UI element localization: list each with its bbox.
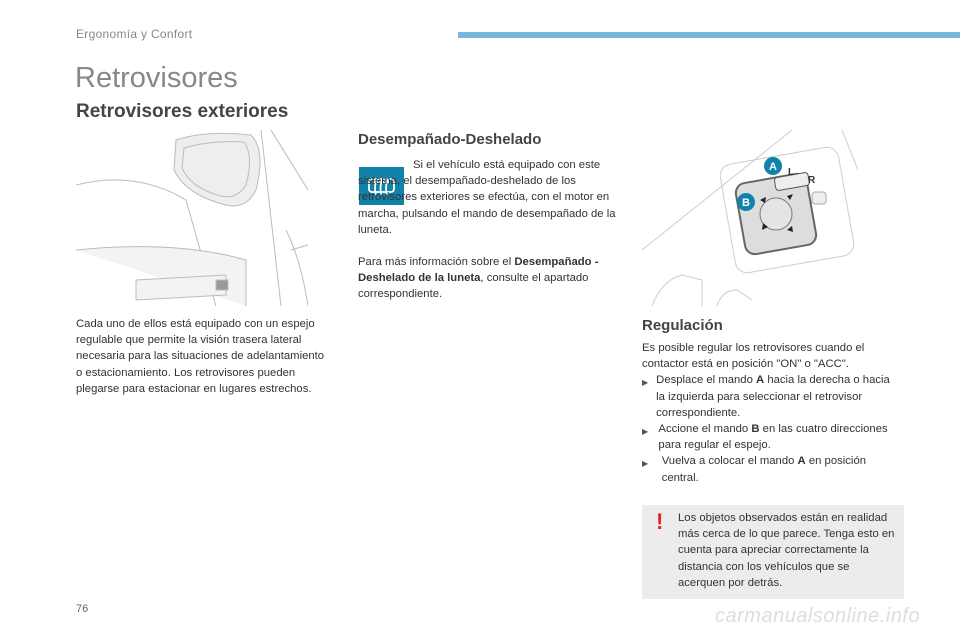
regulation-intro: Es posible regular los retrovisores cuando el contactor está en posición "ON" o "ACC". — [642, 342, 865, 371]
ref-pre: Para más información sobre el — [358, 256, 515, 268]
regulation-body — [642, 340, 900, 486]
page-title: Retrovisores — [75, 62, 238, 94]
defrost-description: Si el vehículo está equipado con este sistema, el desempañado-deshelado de los retrovisores exteriores se efectúa, con el motor en marcha, pulsando el mando de desempañado de la luneta. — [358, 159, 616, 236]
label-l: L — [788, 167, 795, 178]
mirror-control-illustration — [642, 130, 858, 306]
section-title: Ergonomía y Confort — [76, 27, 193, 41]
page-subtitle: Retrovisores exteriores — [76, 101, 289, 122]
defrost-reference — [358, 254, 620, 303]
label-r: R — [808, 175, 816, 186]
watermark: carmanualsonline.info — [715, 605, 921, 627]
step: ▶ Desplace el mando A hacia la derecha o hacia la izquierda para seleccionar el retrovisor correspondiente. — [642, 372, 900, 421]
mirror-illustration — [76, 130, 308, 306]
warning-text: Los objetos observados están en realidad más cerca de lo que parece. Tenga esto en cuenta para apreciar correctamente la distancia con los vehículos que se acerquen por detrás. — [678, 512, 895, 589]
label-b: B — [742, 197, 750, 209]
regulation-heading: Regulación — [642, 317, 723, 334]
step: ▶ Vuelva a colocar el mando A en posición central. — [642, 453, 900, 485]
page-number: 76 — [76, 603, 89, 615]
label-a: A — [769, 161, 777, 173]
ref-post: , consulte el apartado correspondiente. — [358, 272, 589, 301]
ref-bold: Desempañado - Deshelado de la luneta — [358, 256, 599, 285]
arrow-bullet-icon: ▶ — [642, 459, 649, 469]
header-bar — [458, 32, 960, 38]
exclamation-icon: ! — [656, 509, 664, 534]
defrost-heading: Desempañado-Deshelado — [358, 131, 542, 148]
intro-text: Cada uno de ellos está equipado con un espejo regulable que permite la visión trasera lateral necesaria para las situaciones de adelantamiento o estacionamiento. Los retrovisores pueden plegarse para estacionar en lugares estrechos. — [76, 318, 325, 395]
step: ▶ Accione el mando B en las cuatro direcciones para regular el espejo. — [642, 421, 900, 453]
arrow-bullet-icon: ▶ — [642, 378, 649, 388]
arrow-bullet-icon: ▶ — [642, 427, 649, 437]
warning-box — [642, 505, 904, 599]
defrost-text — [358, 157, 620, 238]
